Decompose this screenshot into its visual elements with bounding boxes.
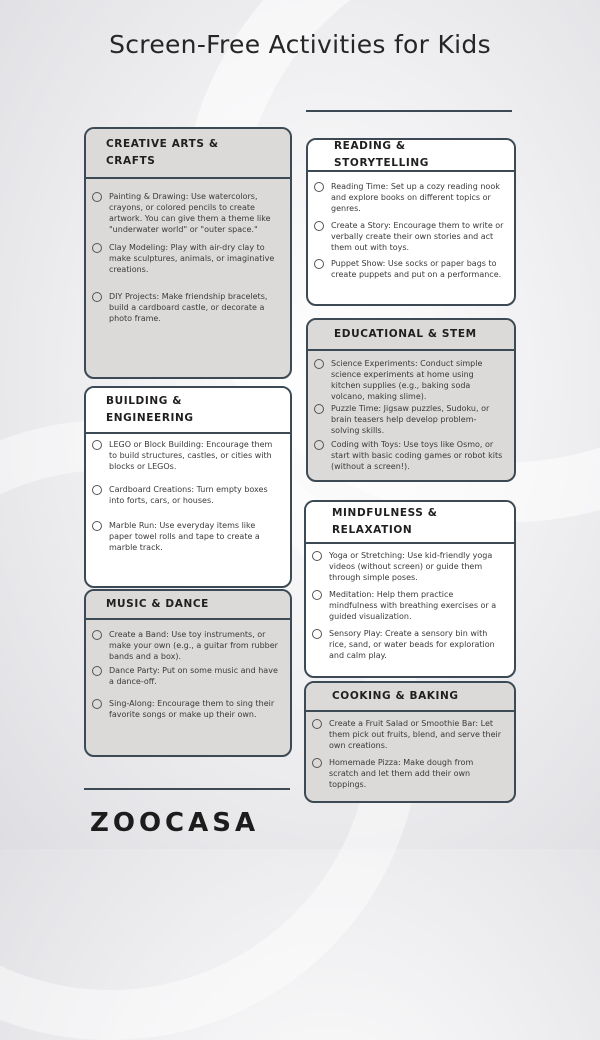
checkbox-icon[interactable] xyxy=(312,629,322,639)
list-item xyxy=(86,520,290,553)
list-item xyxy=(86,439,290,472)
checkbox-icon[interactable] xyxy=(312,590,322,600)
list-item xyxy=(308,181,514,214)
item-text: Reading Time: Set up a cozy reading nook and explore books on different topics or genres. xyxy=(331,182,500,213)
list-item xyxy=(308,258,514,280)
checkbox-icon[interactable] xyxy=(314,440,324,450)
heading-line: RELAXATION xyxy=(332,524,413,536)
heading-line: CRAFTS xyxy=(106,155,156,167)
heading-line: BUILDING & xyxy=(106,395,182,407)
item-text: Dance Party: Put on some music and have a dance-off. xyxy=(109,666,278,686)
checkbox-icon[interactable] xyxy=(92,666,102,676)
heading-line: ENGINEERING xyxy=(106,412,194,424)
list-item xyxy=(86,698,290,720)
card-heading xyxy=(308,320,514,351)
list-item xyxy=(306,757,514,790)
card-educational-stem xyxy=(306,318,516,482)
card-reading xyxy=(306,138,516,306)
heading-line: EDUCATIONAL & STEM xyxy=(334,328,477,340)
item-text: Cardboard Creations: Turn empty boxes into forts, cars, or houses. xyxy=(109,485,268,505)
card-music-dance xyxy=(84,589,292,757)
item-text: Sing-Along: Encourage them to sing their favorite songs or make up their own. xyxy=(109,699,275,719)
checkbox-icon[interactable] xyxy=(92,192,102,202)
divider xyxy=(306,110,512,112)
card-heading xyxy=(86,129,290,179)
card-heading xyxy=(306,502,514,544)
item-text: Puppet Show: Use socks or paper bags to create puppets and put on a performance. xyxy=(331,259,502,279)
card-heading xyxy=(308,140,514,172)
list-item xyxy=(308,358,514,402)
list-item xyxy=(86,291,290,324)
zoocasa-logo: ZOOCASA xyxy=(90,808,260,838)
heading-line: READING & STORYTELLING xyxy=(334,140,429,169)
list-item xyxy=(306,628,514,661)
item-text: Coding with Toys: Use toys like Osmo, or start with basic coding games or robot kits (without a screen!). xyxy=(331,440,503,471)
list-item xyxy=(86,484,290,506)
card-heading xyxy=(306,683,514,712)
checkbox-icon[interactable] xyxy=(314,259,324,269)
list-item xyxy=(308,439,514,472)
item-text: LEGO or Block Building: Encourage them to build structures, castles, or cities with blocks or LEGOs. xyxy=(109,440,273,471)
list-item xyxy=(306,550,514,583)
checkbox-icon[interactable] xyxy=(314,182,324,192)
card-creative-arts xyxy=(84,127,292,379)
item-text: Meditation: Help them practice mindfulness with breathing exercises or a guided visualization. xyxy=(329,590,497,621)
list-item xyxy=(86,665,290,687)
list-item xyxy=(86,242,290,275)
checkbox-icon[interactable] xyxy=(92,630,102,640)
card-building xyxy=(84,386,292,588)
item-text: Yoga or Stretching: Use kid-friendly yoga videos (without screen) or guide them through simple poses. xyxy=(329,551,493,582)
divider xyxy=(84,788,290,790)
item-text: Create a Band: Use toy instruments, or make your own (e.g., a guitar from rubber bands and a box). xyxy=(109,630,278,661)
checkbox-icon[interactable] xyxy=(312,719,322,729)
heading-line: MINDFULNESS & xyxy=(332,507,438,519)
checkbox-icon[interactable] xyxy=(314,404,324,414)
checkbox-icon[interactable] xyxy=(314,221,324,231)
item-text: Puzzle Time: Jigsaw puzzles, Sudoku, or brain teasers help develop problem-solving skills. xyxy=(331,404,490,435)
item-text: DIY Projects: Make friendship bracelets, build a cardboard castle, or decorate a photo frame. xyxy=(109,292,268,323)
card-cooking-baking xyxy=(304,681,516,803)
checkbox-icon[interactable] xyxy=(312,551,322,561)
checkbox-icon[interactable] xyxy=(92,243,102,253)
heading-line: MUSIC & DANCE xyxy=(106,598,209,610)
heading-line: COOKING & BAKING xyxy=(332,690,459,702)
item-text: Marble Run: Use everyday items like paper towel rolls and tape to create a marble track. xyxy=(109,521,260,552)
checkbox-icon[interactable] xyxy=(314,359,324,369)
list-item xyxy=(306,718,514,751)
checkbox-icon[interactable] xyxy=(92,521,102,531)
item-text: Science Experiments: Conduct simple science experiments at home using kitchen supplies (e.g., baking soda volcano, making slime). xyxy=(331,359,483,401)
item-text: Homemade Pizza: Make dough from scratch and let them add their own toppings. xyxy=(329,758,474,789)
list-item xyxy=(86,629,290,662)
checkbox-icon[interactable] xyxy=(92,440,102,450)
checkbox-icon[interactable] xyxy=(92,699,102,709)
list-item xyxy=(308,220,514,253)
list-item xyxy=(308,403,514,436)
list-item xyxy=(306,589,514,622)
list-item xyxy=(86,191,290,235)
item-text: Painting & Drawing: Use watercolors, crayons, or colored pencils to create artwork. You can give them a theme like "underwater world" or "outer space." xyxy=(109,192,271,234)
card-mindfulness xyxy=(304,500,516,678)
checkbox-icon[interactable] xyxy=(92,292,102,302)
card-heading xyxy=(86,388,290,434)
heading-line: CREATIVE ARTS & xyxy=(106,138,219,150)
card-heading xyxy=(86,591,290,620)
item-text: Clay Modeling: Play with air-dry clay to make sculptures, animals, or imaginative creations. xyxy=(109,243,275,274)
item-text: Sensory Play: Create a sensory bin with rice, sand, or water beads for exploration and calm play. xyxy=(329,629,495,660)
item-text: Create a Fruit Salad or Smoothie Bar: Let them pick out fruits, blend, and serve their own creations. xyxy=(329,719,502,750)
item-text: Create a Story: Encourage them to write or verbally create their own stories and act them out with toys. xyxy=(331,221,504,252)
checkbox-icon[interactable] xyxy=(92,485,102,495)
page-title: Screen-Free Activities for Kids xyxy=(109,30,491,59)
checkbox-icon[interactable] xyxy=(312,758,322,768)
